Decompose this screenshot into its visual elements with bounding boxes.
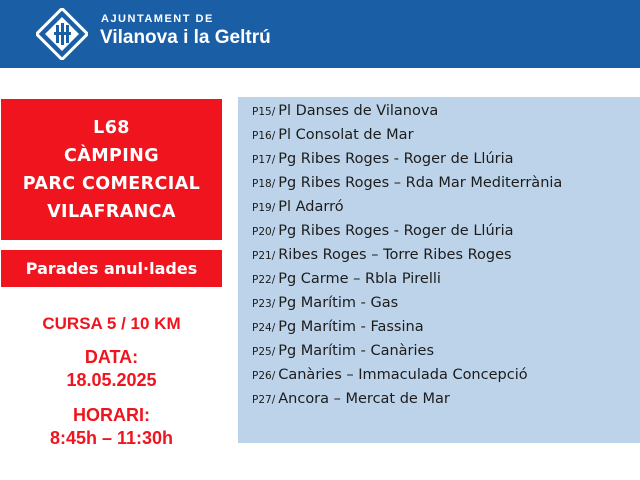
stop-code: P26/ <box>252 370 276 382</box>
list-item <box>252 391 450 415</box>
list-item <box>252 175 562 199</box>
stop-name: Pg Marítim - Fassina <box>278 319 424 335</box>
stop-name: Pg Ribes Roges – Rda Mar Mediterrània <box>278 175 563 191</box>
stops-list <box>238 97 640 443</box>
list-item <box>252 271 441 295</box>
stop-code: P25/ <box>252 346 276 358</box>
stop-code: P16/ <box>252 130 276 142</box>
stop-code: P23/ <box>252 298 276 310</box>
list-item <box>252 223 514 247</box>
list-item <box>252 127 414 151</box>
org-top-label: AJUNTAMENT DE <box>101 13 214 25</box>
list-item <box>252 199 344 223</box>
list-item <box>252 343 434 367</box>
date-value: 18.05.2025 <box>66 370 157 390</box>
time-value: 8:45h – 11:30h <box>49 428 174 448</box>
stop-name: Ribes Roges – Torre Ribes Roges <box>278 247 512 263</box>
time-label: HORARI: <box>73 405 150 425</box>
stop-name: Pl Danses de Vilanova <box>278 103 439 119</box>
list-item <box>252 151 514 175</box>
stop-code: P18/ <box>252 178 276 190</box>
destination-2: PARC COMERCIAL <box>22 173 201 194</box>
org-name: Vilanova i la Geltrú <box>100 27 271 48</box>
stop-code: P22/ <box>252 274 276 286</box>
stop-name: Pg Ribes Roges - Roger de Llúria <box>278 223 514 239</box>
list-item <box>252 247 512 271</box>
list-item <box>252 319 424 343</box>
list-item <box>252 367 528 391</box>
destination-3: VILAFRANCA <box>47 201 176 222</box>
destination-1: CÀMPING <box>64 145 159 166</box>
municipal-shield-icon <box>36 8 88 60</box>
stop-name: Pg Ribes Roges - Roger de Llúria <box>278 151 514 167</box>
line-number: L68 <box>93 117 130 138</box>
stop-code: P15/ <box>252 106 276 118</box>
list-item <box>252 295 398 319</box>
stop-code: P19/ <box>252 202 276 214</box>
stop-code: P20/ <box>252 226 276 238</box>
list-item <box>252 103 438 127</box>
date-label: DATA: <box>84 347 139 367</box>
stop-code: P17/ <box>252 154 276 166</box>
stop-name: Pl Adarró <box>278 199 344 215</box>
stop-name: Ancora – Mercat de Mar <box>278 391 450 407</box>
stop-code: P24/ <box>252 322 276 334</box>
stop-code: P21/ <box>252 250 276 262</box>
cancelled-stops-banner: Parades anul·lades <box>1 250 222 287</box>
header-bar <box>0 0 640 68</box>
stop-name: Pl Consolat de Mar <box>278 127 414 143</box>
race-label: CURSA 5 / 10 KM <box>42 314 181 333</box>
stop-name: Pg Marítim - Gas <box>278 295 399 311</box>
stop-name: Pg Carme – Rbla Pirelli <box>278 271 441 287</box>
stop-code: P27/ <box>252 394 276 406</box>
route-title-box <box>1 99 222 240</box>
stop-name: Pg Marítim - Canàries <box>278 343 435 359</box>
stop-name: Canàries – Immaculada Concepció <box>278 367 528 383</box>
